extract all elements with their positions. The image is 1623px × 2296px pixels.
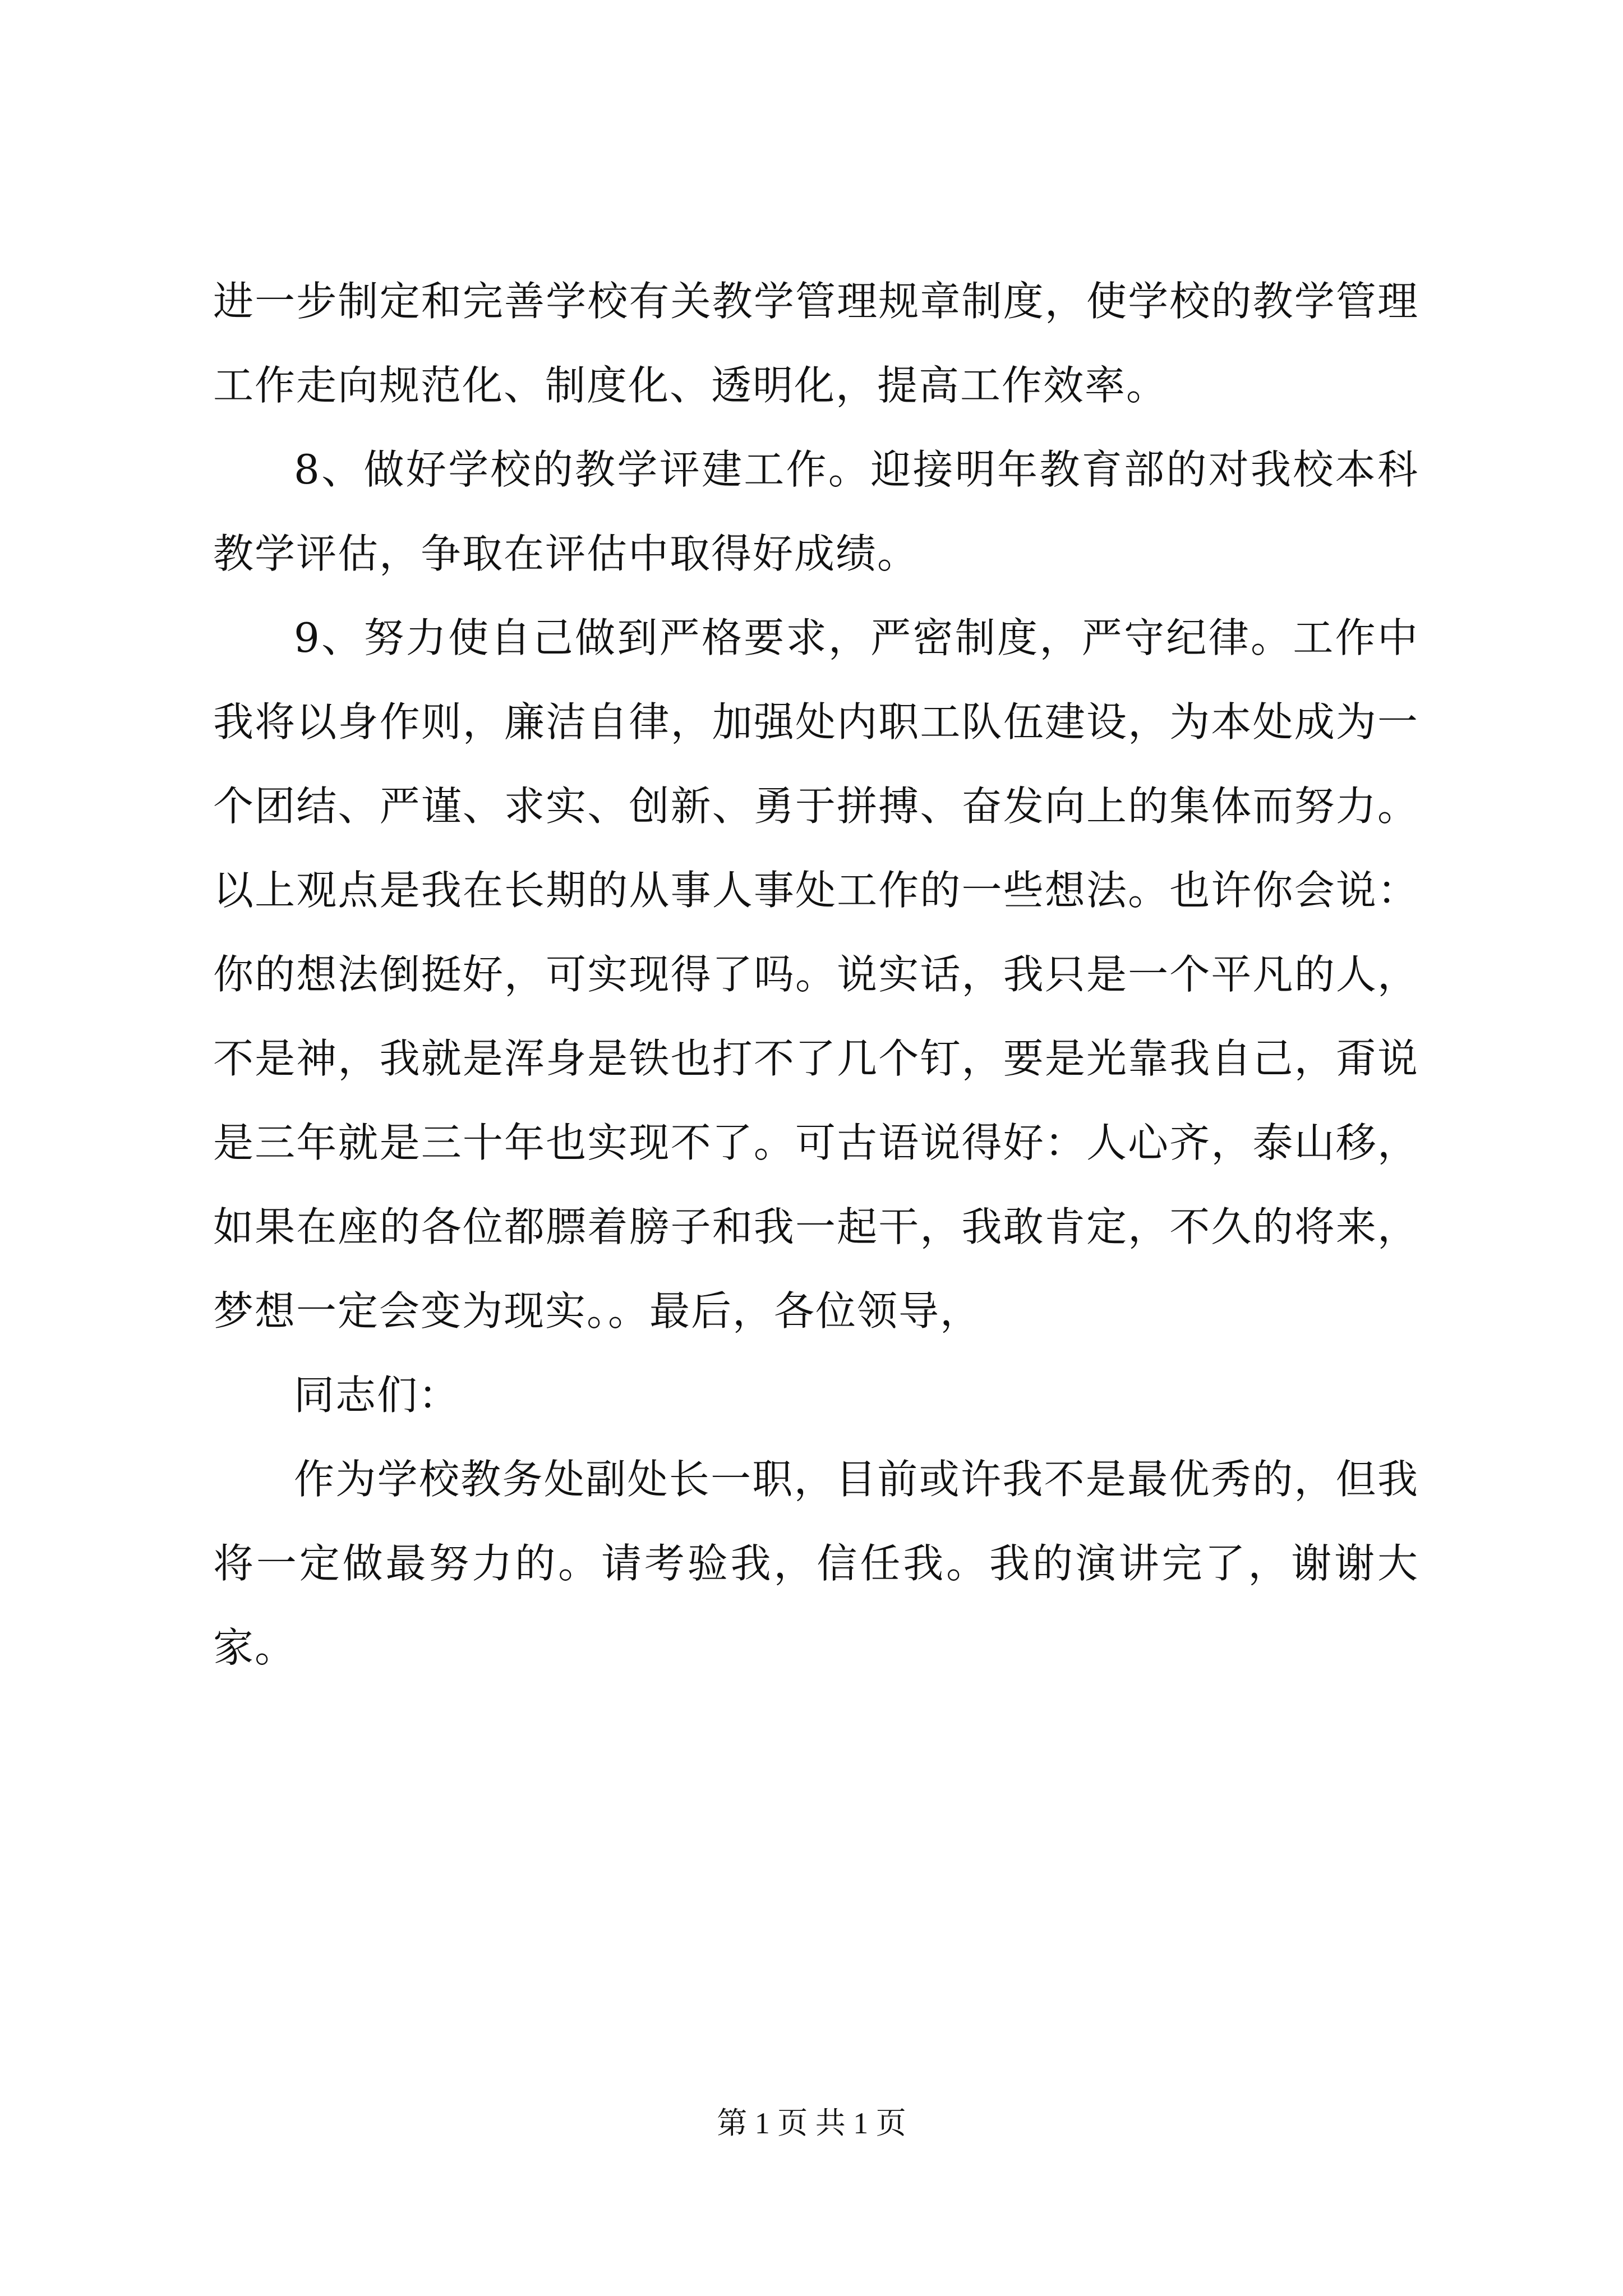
page-footer: 第 1 页 共 1 页 [717,2106,906,2140]
paragraph-closing: 作为学校教务处副处长一职，目前或许我不是最优秀的，但我将一定做最努力的。请考验我，信任我。我的演讲完了，谢谢大家。 [213,1456,1419,1671]
paragraph-continuation: 进一步制定和完善学校有关教学管理规章制度，使学校的教学管理工作走向规范化、制度化、透明化，提高工作效率。 [213,278,1419,409]
paragraph-item-8: 8、做好学校的教学评建工作。迎接明年教育部的对我校本科教学评估，争取在评估中取得好成绩。 [213,446,1419,577]
paragraph-item-9: 9、努力使自己做到严格要求，严密制度，严守纪律。工作中我将以身作则，廉洁自律，加强处内职工队伍建设，为本处成为一个团结、严谨、求实、创新、勇于拼搏、奋发向上的集体而努力。以上观点是我在长期的从事人事处工作的一些想法。也许你会说：你的想法倒挺好，可实现得了吗。说实话，我只是一个平凡的人，不是神，我就是浑身是铁也打不了几个钉，要是光靠我自己，甭说是三年就是三十年也实现不了。可古语说得好：人心齐，泰山移，如果在座的各位都膘着膀子和我一起干，我敢肯定，不久的将来，梦想一定会变为现实。。最后，各位领导， [213,614,1419,1335]
paragraph-salutation: 同志们： [294,1372,460,1419]
document-body [213,259,1419,1690]
